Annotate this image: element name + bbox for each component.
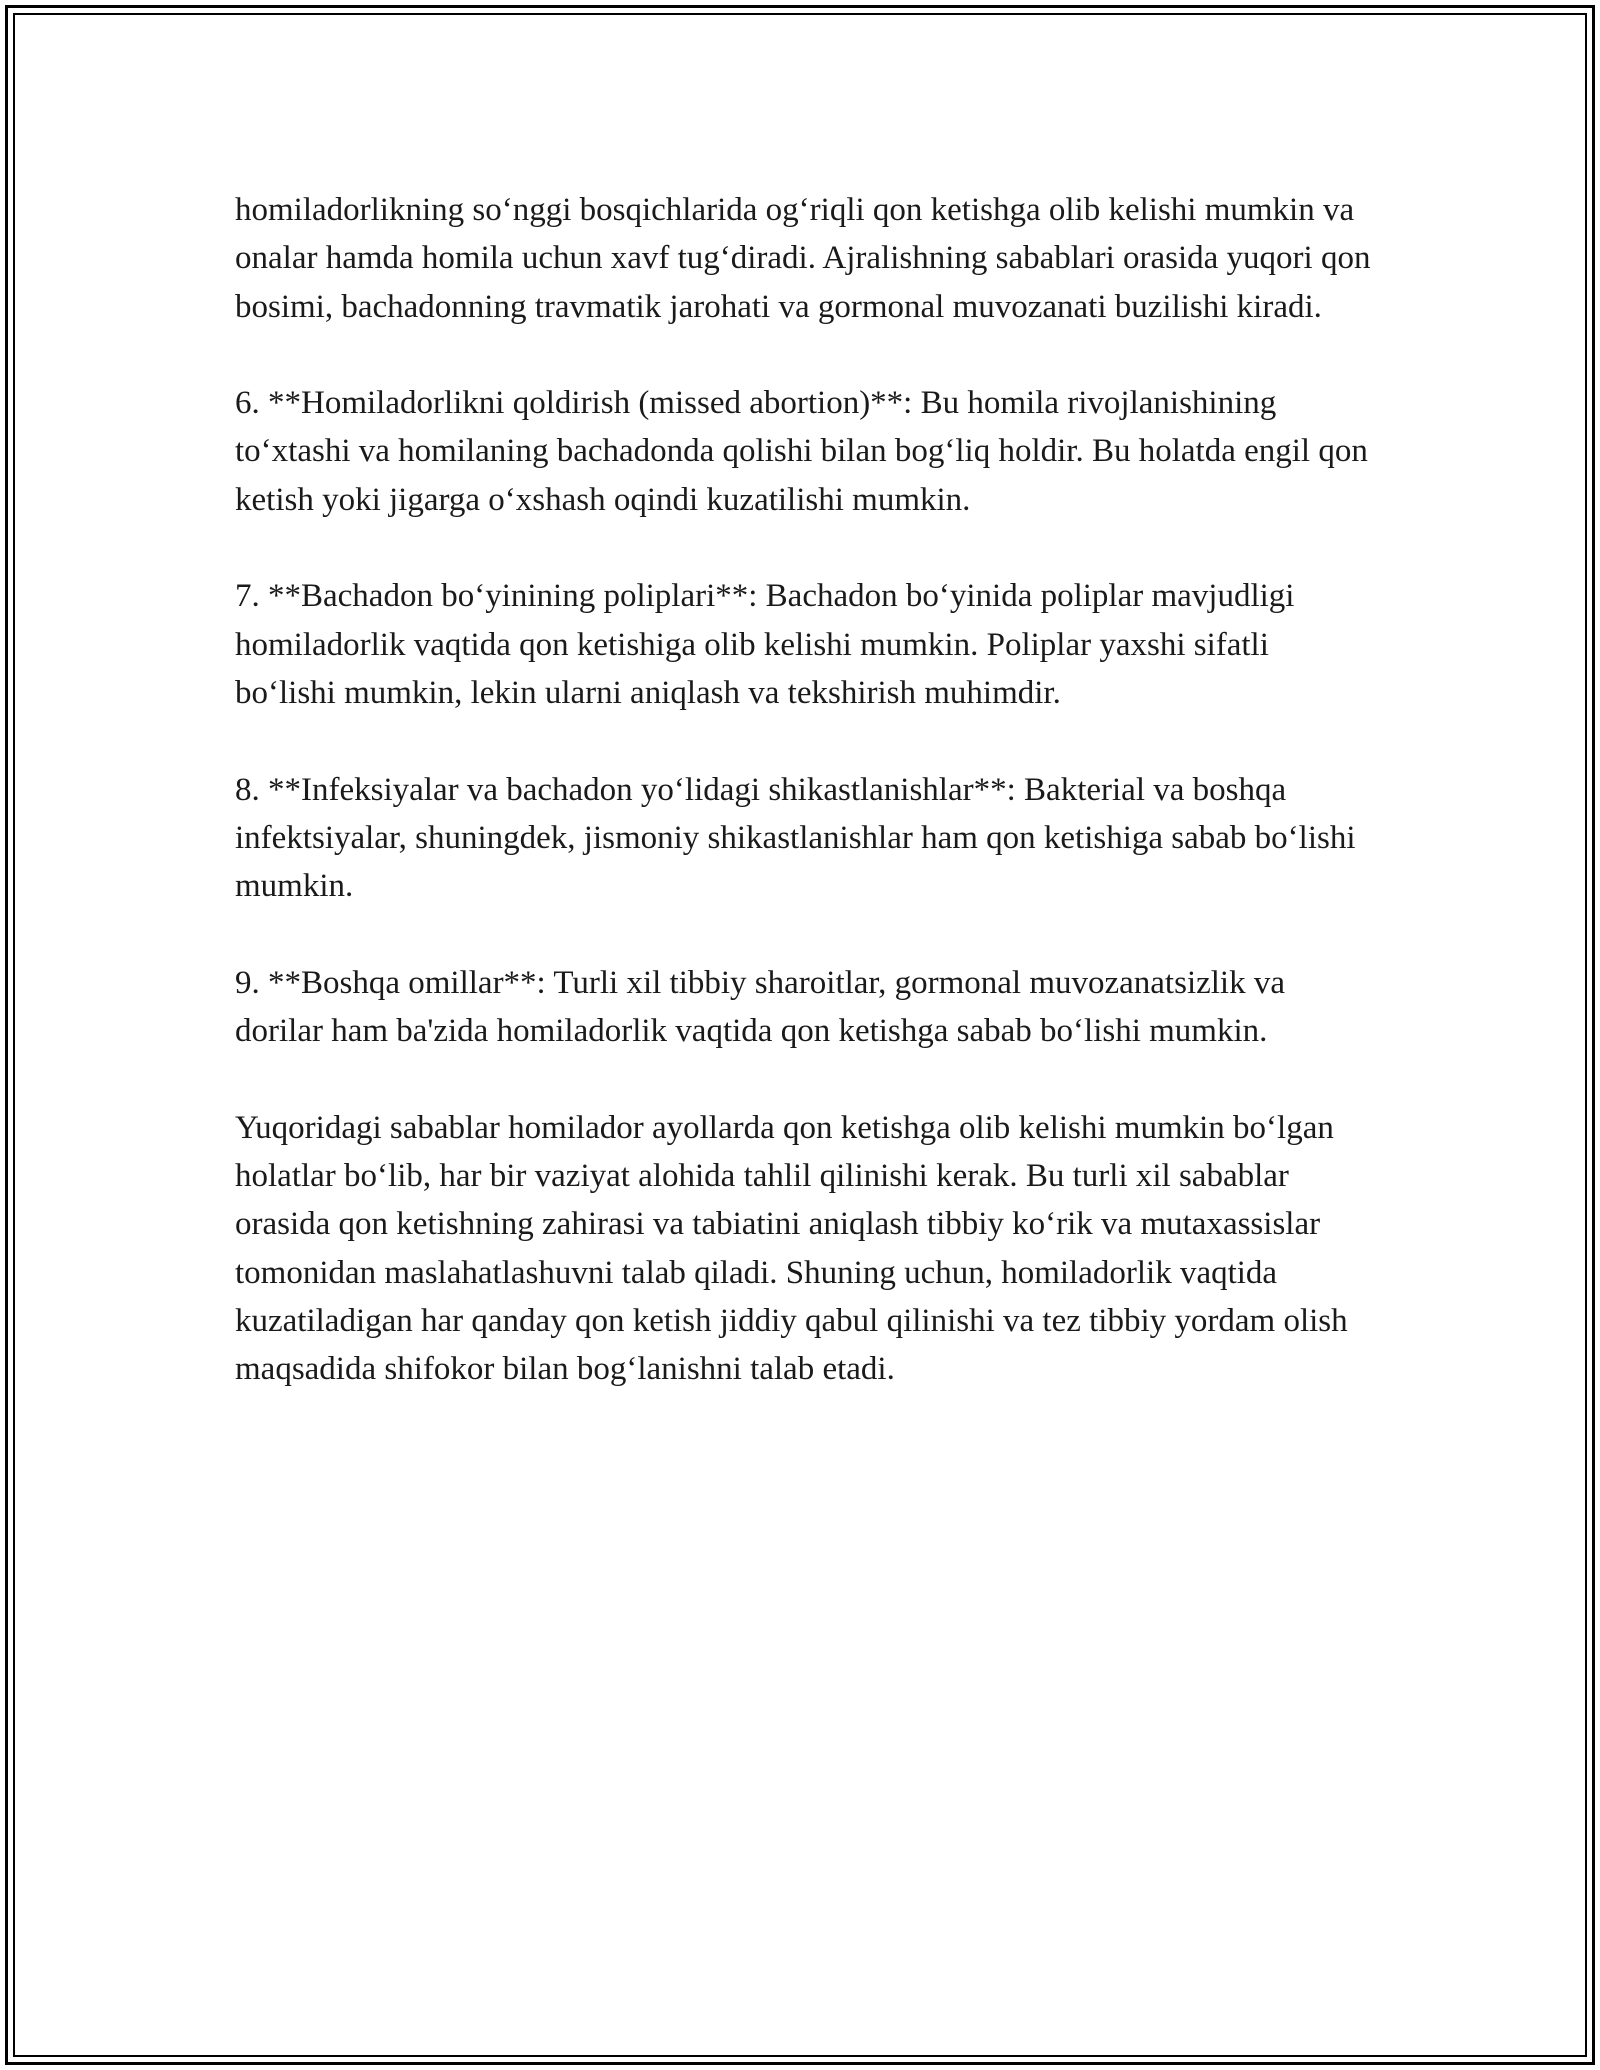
paragraph-infections-injuries: 8. **Infeksiyalar va bachadon yo‘lidagi shikastlanishlar**: Bakterial va boshqa infektsiyalar, shuningdek, jismoniy shikastlanishlar ham qon ketishiga sabab bo‘lishi mumkin. (235, 771, 1356, 905)
paragraph-other-factors: 9. **Boshqa omillar**: Turli xil tibbiy sharoitlar, gormonal muvozanatsizlik va dorilar ham ba'zida homiladorlik vaqtida qon ketishga sabab bo‘lishi mumkin. (235, 964, 1285, 1050)
paragraph-missed-abortion: 6. **Homiladorlikni qoldirish (missed abortion)**: Bu homila rivojlanishining to‘xtashi va homilaning bachadonda qolishi bilan bog‘liq holdir. Bu holatda engil qon ketish yoki jigarga o‘xshash oqindi kuzatilishi mumkin. (235, 385, 1368, 518)
paragraph-conclusion: Yuqoridagi sabablar homilador ayollarda qon ketishga olib kelishi mumkin bo‘lgan holatlar bo‘lib, har bir vaziyat alohida tahlil qilinishi kerak. Bu turli xil sabablar orasida qon ketishning zahirasi va tabiatini aniqlash tibbiy ko‘rik va mutaxassislar tomonidan maslahatlashuvni talab qiladi. Shuning uchun, homiladorlik vaqtida kuzatiladigan har qanday qon ketish jiddiy qabul qilinishi va tez tibbiy yordam olish maqsadida shifokor bilan bog‘lanishni talab etadi. (235, 1109, 1348, 1388)
paragraph-placental-abruption-continued: homiladorlikning so‘nggi bosqichlarida og‘riqli qon ketishga olib kelishi mumkin va onalar hamda homila uchun xavf tug‘diradi. Ajralishning sabablari orasida yuqori qon bosimi, bachadonning travmatik jarohati va gormonal muvozanati buzilishi kiradi. (235, 192, 1371, 325)
document-body (235, 186, 1375, 1442)
paragraph-cervical-polyps: 7. **Bachadon bo‘yinining poliplari**: Bachadon bo‘yinida poliplar mavjudligi homiladorlik vaqtida qon ketishiga olib kelishi mumkin. Poliplar yaxshi sifatli bo‘lishi mumkin, lekin ularni aniqlash va tekshirish muhimdir. (235, 578, 1295, 711)
